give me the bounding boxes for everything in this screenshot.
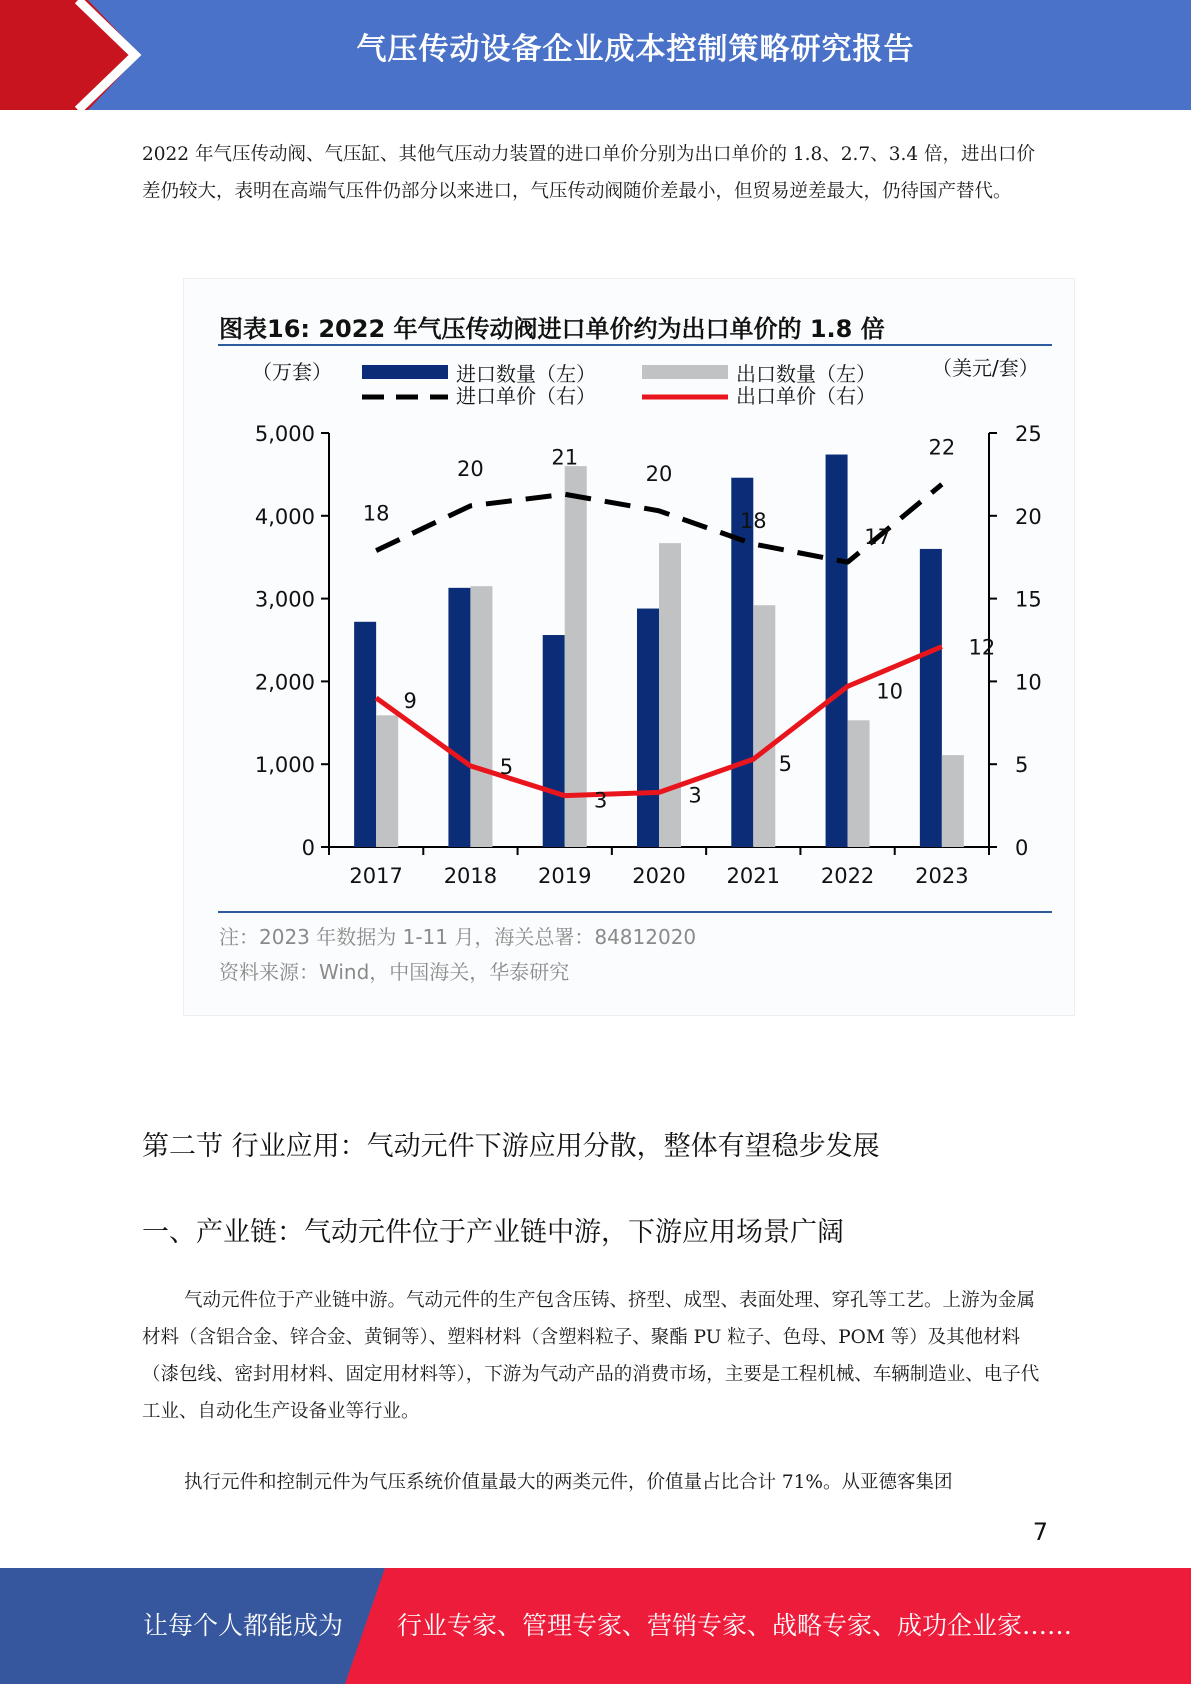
page-number: 7 bbox=[1032, 1518, 1048, 1546]
body-paragraph-1: 气动元件位于产业链中游。气动元件的生产包含压铸、挤型、成型、表面处理、穿孔等工艺。上游为金属材料（含铝合金、锌合金、黄铜等）、塑料材料（含塑料粒子、聚酯 PU 粒子、色母、POM 等）及其他材料（漆包线、密封用材料、固定用材料等），下游为气动产品的消费市场，主要是工程机械、车辆制造业、电子代工业、自动化生产设备业等行业。 bbox=[142, 1290, 1040, 1422]
legend bbox=[362, 362, 876, 408]
plot-area bbox=[255, 422, 1042, 888]
figure-source: 资料来源：Wind，中国海关，华泰研究 bbox=[219, 960, 570, 984]
right-tick-label: 5 bbox=[1015, 753, 1029, 778]
legend-label-export-qty: 出口数量（左） bbox=[736, 362, 876, 386]
x-tick-label: 2018 bbox=[443, 864, 498, 888]
figure-panel bbox=[183, 278, 1075, 1016]
bar-import-qty bbox=[354, 622, 376, 847]
bar-import-qty bbox=[920, 549, 942, 847]
line-import-price-data-label: 17 bbox=[864, 525, 891, 550]
line-import-price-data-label: 18 bbox=[362, 501, 390, 526]
bar-export-qty bbox=[470, 586, 492, 847]
left-tick-label: 5,000 bbox=[254, 422, 315, 446]
x-tick-label: 2019 bbox=[537, 864, 592, 888]
page-header bbox=[0, 0, 1191, 110]
legend-swatch-export-qty bbox=[642, 365, 728, 379]
right-tick-label: 25 bbox=[1015, 422, 1042, 446]
body-paragraph-2: 执行元件和控制元件为气压系统价值量最大的两类元件，价值量占比合计 71%。从亚德客集团 bbox=[184, 1472, 953, 1493]
x-tick-label: 2021 bbox=[726, 864, 781, 888]
figure-title: 图表16: 2022 年气压传动阀进口单价约为出口单价的 1.8 倍 bbox=[219, 315, 885, 343]
footer-slogan-left: 让每个人都能成为 bbox=[143, 1611, 344, 1640]
subsection-title: 一、产业链：气动元件位于产业链中游，下游应用场景广阔 bbox=[142, 1217, 844, 1248]
left-tick-label: 2,000 bbox=[254, 670, 315, 695]
bar-import-qty bbox=[448, 588, 470, 847]
section-title: 第二节 行业应用：气动元件下游应用分散，整体有望稳步发展 bbox=[142, 1131, 880, 1162]
bar-import-qty bbox=[826, 455, 848, 847]
line-import-price-data-label: 20 bbox=[645, 461, 673, 486]
bar-export-qty bbox=[659, 543, 681, 847]
left-tick-label: 0 bbox=[301, 836, 315, 860]
bar-import-qty bbox=[731, 478, 753, 847]
line-import-price-data-label: 22 bbox=[928, 435, 956, 460]
line-export-price-data-label: 3 bbox=[688, 783, 702, 808]
line-export-price-data-label: 10 bbox=[876, 679, 903, 704]
left-tick-label: 1,000 bbox=[254, 753, 315, 778]
bar-import-qty bbox=[543, 635, 565, 847]
figure-note: 注：2023 年数据为 1-11 月，海关总署：84812020 bbox=[219, 925, 697, 949]
line-export-price-data-label: 12 bbox=[968, 635, 996, 660]
right-tick-label: 0 bbox=[1015, 836, 1029, 860]
left-tick-label: 3,000 bbox=[254, 587, 315, 612]
bar-import-qty bbox=[637, 609, 659, 847]
header-arrow-decoration bbox=[0, 0, 160, 110]
left-tick-label: 4,000 bbox=[254, 504, 315, 529]
legend-label-import-qty: 进口数量（左） bbox=[456, 362, 596, 386]
bar-export-qty bbox=[565, 466, 587, 847]
line-import-price-data-label: 21 bbox=[551, 445, 579, 470]
bar-export-qty bbox=[942, 755, 964, 847]
figure-bottom-rule bbox=[218, 911, 1052, 913]
line-import-price-data-label: 18 bbox=[739, 508, 767, 533]
legend-swatch-import-qty bbox=[362, 365, 448, 379]
intro-paragraph: 2022 年气压传动阀、气压缸、其他气压动力装置的进口单价分别为出口单价的 1.8、2.7、3.4 倍，进出口价差仍较大，表明在高端气压件仍部分以来进口，气压传动阀随价差最小，但贸易逆差最大，仍待国产替代。 bbox=[142, 144, 1035, 202]
footer-slogan-right: 行业专家、管理专家、营销专家、战略专家、成功企业家…… bbox=[397, 1611, 1073, 1640]
x-tick-label: 2020 bbox=[632, 864, 686, 888]
legend-label-import-price: 进口单价（右） bbox=[456, 384, 596, 408]
line-export-price-data-label: 9 bbox=[403, 688, 417, 713]
bar-export-qty bbox=[376, 715, 398, 847]
left-axis-unit: （万套） bbox=[252, 360, 332, 384]
line-export-price-data-label: 5 bbox=[778, 752, 792, 777]
legend-label-export-price: 出口单价（右） bbox=[736, 384, 876, 408]
bar-export-qty bbox=[848, 720, 870, 847]
line-export-price-data-label: 5 bbox=[499, 754, 514, 779]
line-import-price-data-label: 20 bbox=[457, 456, 484, 481]
right-tick-label: 10 bbox=[1015, 670, 1042, 695]
right-axis-unit: （美元/套） bbox=[932, 356, 1039, 380]
right-tick-label: 20 bbox=[1015, 504, 1042, 529]
line-export-price-data-label: 3 bbox=[594, 788, 608, 813]
x-tick-label: 2023 bbox=[915, 864, 969, 888]
combo-chart bbox=[184, 351, 1074, 931]
bar-export-qty bbox=[753, 605, 775, 847]
header-title: 气压传动设备企业成本控制策略研究报告 bbox=[356, 32, 915, 67]
page-footer bbox=[0, 1568, 1191, 1684]
x-tick-label: 2017 bbox=[349, 864, 403, 888]
right-tick-label: 15 bbox=[1015, 587, 1042, 612]
x-tick-label: 2022 bbox=[820, 864, 875, 888]
figure-title-rule bbox=[218, 344, 1052, 346]
